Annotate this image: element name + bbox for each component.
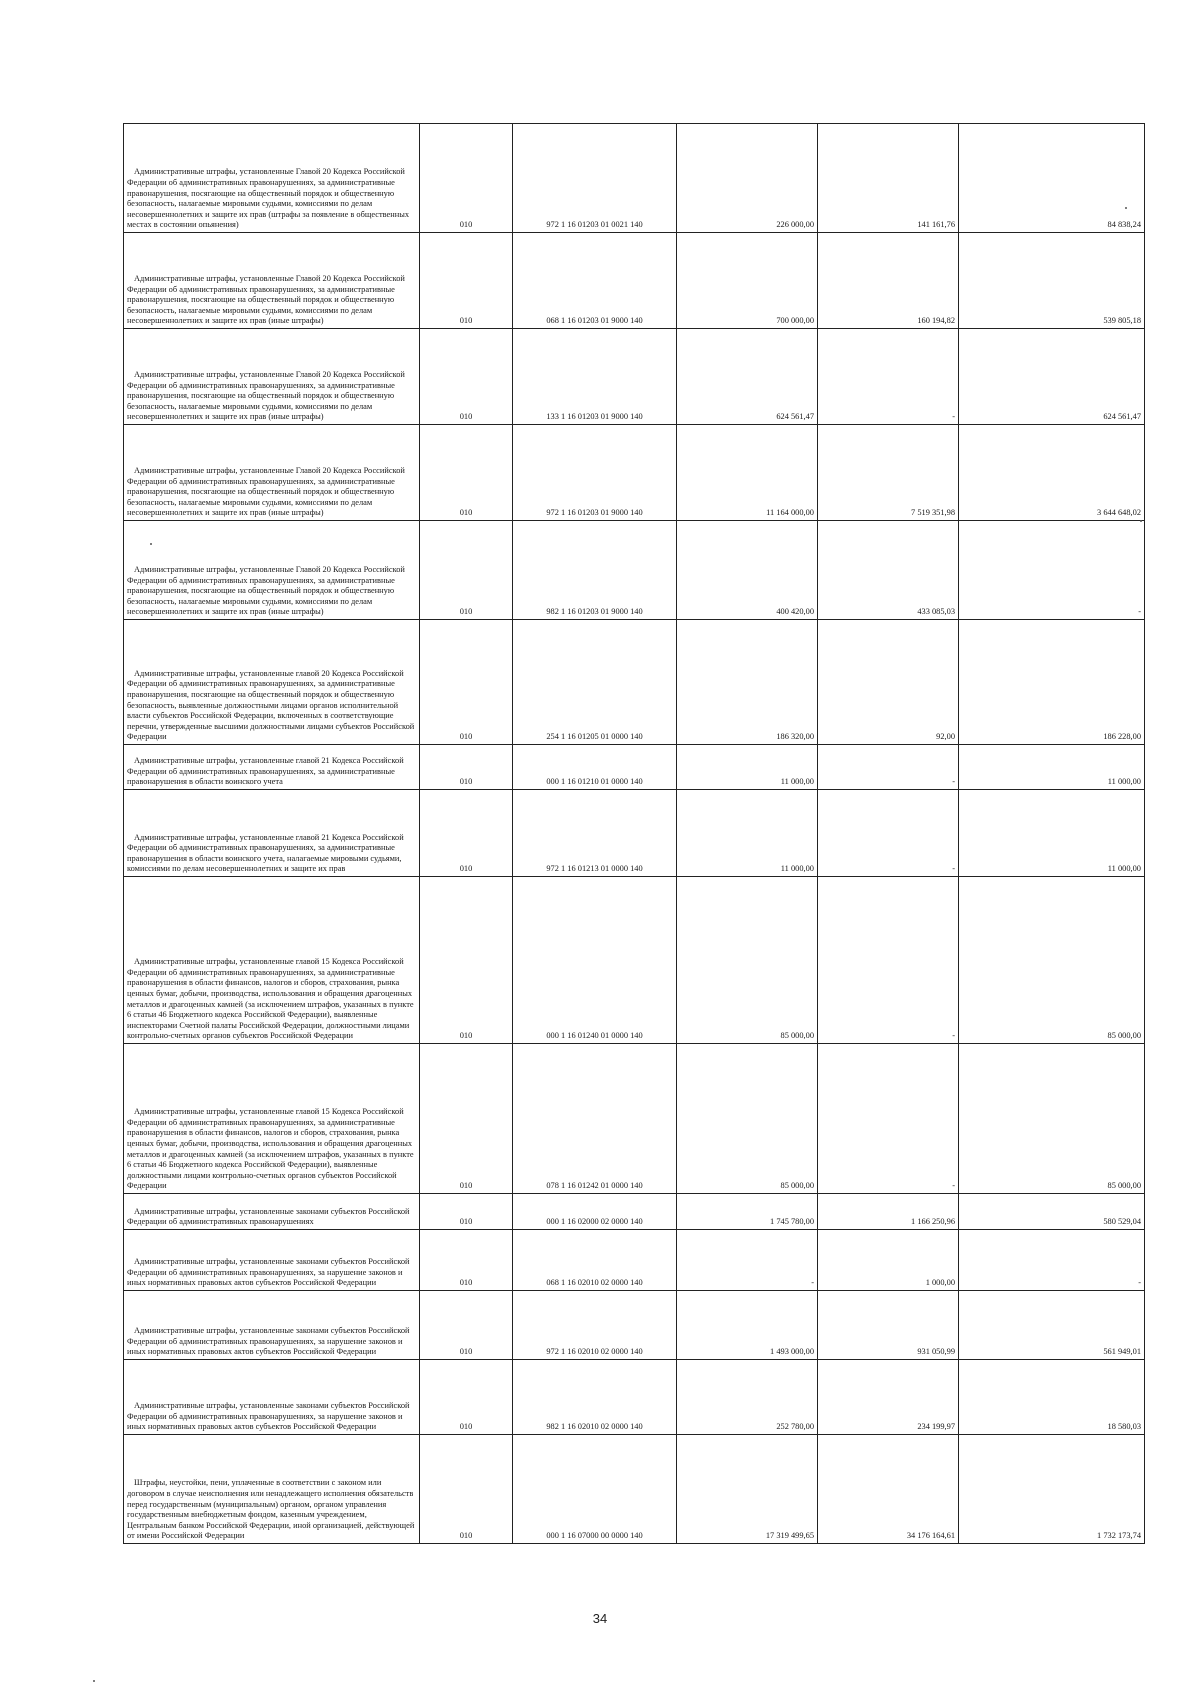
row-description: Административные штрафы, установленные Главой 20 Кодекса Российской Федерации об административных правонарушениях, за административные правонарушения, посягающие на общественный порядок и общественную безопасность, налагаемые мировыми судьями, комиссиями по делам несовершеннолетних и защите их прав (иные штрафы) bbox=[124, 233, 420, 329]
row-executed-amount: 7 519 351,98 bbox=[818, 425, 959, 521]
row-description: Административные штрафы, установленные Главой 20 Кодекса Российской Федерации об административных правонарушениях, за административные правонарушения, посягающие на общественный порядок и общественную безопасность, налагаемые мировыми судьями, комиссиями по делам несовершеннолетних и защите их прав (иные штрафы) bbox=[124, 425, 420, 521]
row-approved-amount: 85 000,00 bbox=[677, 1044, 818, 1194]
table-body bbox=[124, 124, 1145, 1544]
row-budget-code: 972 1 16 01203 01 9000 140 bbox=[513, 425, 677, 521]
row-description: Административные штрафы, установленные законами субъектов Российской Федерации об административных правонарушениях, за нарушение законов и иных нормативных правовых актов субъектов Российской Федерации bbox=[124, 1291, 420, 1360]
scan-speck bbox=[1125, 207, 1127, 209]
row-budget-code: 068 1 16 02010 02 0000 140 bbox=[513, 1230, 677, 1291]
row-budget-code: 972 1 16 01213 01 0000 140 bbox=[513, 790, 677, 877]
scan-speck bbox=[150, 543, 152, 545]
row-line-code: 010 bbox=[420, 124, 513, 233]
table-row bbox=[124, 1044, 1145, 1194]
row-executed-amount: 34 176 164,61 bbox=[818, 1435, 959, 1544]
row-description: Административные штрафы, установленные Главой 20 Кодекса Российской Федерации об административных правонарушениях, за административные правонарушения, посягающие на общественный порядок и общественную безопасность, налагаемые мировыми судьями, комиссиями по делам несовершеннолетних и защите их прав (иные штрафы) bbox=[124, 329, 420, 425]
row-executed-amount: 160 194,82 bbox=[818, 233, 959, 329]
row-line-code: 010 bbox=[420, 745, 513, 790]
row-budget-code: 000 1 16 07000 00 0000 140 bbox=[513, 1435, 677, 1544]
row-approved-amount: 11 164 000,00 bbox=[677, 425, 818, 521]
row-description: Административные штрафы, установленные главой 20 Кодекса Российской Федерации об административных правонарушениях, за административные правонарушения, посягающие на общественный порядок и общественную безопасность, выявленные должностными лицами органов исполнительной власти субъектов Российской Федерации, включенных в соответствующие перечни, утвержденные высшими должностными лицами субъектов Российской Федерации bbox=[124, 620, 420, 745]
row-approved-amount: 11 000,00 bbox=[677, 790, 818, 877]
row-budget-code: 000 1 16 01240 01 0000 140 bbox=[513, 877, 677, 1044]
row-line-code: 010 bbox=[420, 1044, 513, 1194]
row-approved-amount: 624 561,47 bbox=[677, 329, 818, 425]
row-unexecuted-amount: 624 561,47 bbox=[959, 329, 1145, 425]
row-unexecuted-amount: 18 580,03 bbox=[959, 1360, 1145, 1435]
row-executed-amount: 141 161,76 bbox=[818, 124, 959, 233]
row-approved-amount: - bbox=[677, 1230, 818, 1291]
row-budget-code: 972 1 16 01203 01 0021 140 bbox=[513, 124, 677, 233]
row-approved-amount: 11 000,00 bbox=[677, 745, 818, 790]
row-budget-code: 078 1 16 01242 01 0000 140 bbox=[513, 1044, 677, 1194]
row-executed-amount: 92,00 bbox=[818, 620, 959, 745]
table-row bbox=[124, 521, 1145, 620]
row-executed-amount: - bbox=[818, 790, 959, 877]
table-row bbox=[124, 233, 1145, 329]
row-description: Административные штрафы, установленные главой 15 Кодекса Российской Федерации об административных правонарушениях, за административные правонарушения в области финансов, налогов и сборов, страхования, рынка ценных бумаг, добычи, производства, использования и обращения драгоценных металлов и драгоценных камней (за исключением штрафов, указанных в пункте 6 статьи 46 Бюджетного кодекса Российской Федерации), выявленные инспекторами Счетной палаты Российской Федерации, должностными лицами контрольно-счетных органов субъектов Российской Федерации bbox=[124, 877, 420, 1044]
row-executed-amount: - bbox=[818, 329, 959, 425]
row-unexecuted-amount: - bbox=[959, 521, 1145, 620]
row-unexecuted-amount: 1 732 173,74 bbox=[959, 1435, 1145, 1544]
row-unexecuted-amount: 3 644 648,02 bbox=[959, 425, 1145, 521]
row-unexecuted-amount: 11 000,00 bbox=[959, 745, 1145, 790]
table-row bbox=[124, 124, 1145, 233]
row-description: Административные штрафы, установленные Главой 20 Кодекса Российской Федерации об административных правонарушениях, за административные правонарушения, посягающие на общественный порядок и общественную безопасность, налагаемые мировыми судьями, комиссиями по делам несовершеннолетних и защите их прав (иные штрафы) bbox=[124, 521, 420, 620]
table-row bbox=[124, 790, 1145, 877]
row-budget-code: 000 1 16 01210 01 0000 140 bbox=[513, 745, 677, 790]
table-row bbox=[124, 745, 1145, 790]
row-approved-amount: 400 420,00 bbox=[677, 521, 818, 620]
table-row bbox=[124, 329, 1145, 425]
row-budget-code: 982 1 16 02010 02 0000 140 bbox=[513, 1360, 677, 1435]
row-executed-amount: 931 050,99 bbox=[818, 1291, 959, 1360]
row-description: Административные штрафы, установленные законами субъектов Российской Федерации об административных правонарушениях bbox=[124, 1194, 420, 1230]
row-unexecuted-amount: 539 805,18 bbox=[959, 233, 1145, 329]
row-approved-amount: 226 000,00 bbox=[677, 124, 818, 233]
row-line-code: 010 bbox=[420, 620, 513, 745]
row-executed-amount: 234 199,97 bbox=[818, 1360, 959, 1435]
row-description: Административные штрафы, установленные главой 21 Кодекса Российской Федерации об административных правонарушениях, за административные правонарушения в области воинского учета, налагаемые мировыми судьями, комиссиями по делам несовершеннолетних и защите их прав bbox=[124, 790, 420, 877]
row-executed-amount: 1 000,00 bbox=[818, 1230, 959, 1291]
row-executed-amount: 1 166 250,96 bbox=[818, 1194, 959, 1230]
table-row bbox=[124, 425, 1145, 521]
row-line-code: 010 bbox=[420, 1435, 513, 1544]
row-executed-amount: - bbox=[818, 877, 959, 1044]
row-budget-code: 982 1 16 01203 01 9000 140 bbox=[513, 521, 677, 620]
row-description: Административные штрафы, установленные законами субъектов Российской Федерации об административных правонарушениях, за нарушение законов и иных нормативных правовых актов субъектов Российской Федерации bbox=[124, 1360, 420, 1435]
row-approved-amount: 85 000,00 bbox=[677, 877, 818, 1044]
row-unexecuted-amount: 11 000,00 bbox=[959, 790, 1145, 877]
row-line-code: 010 bbox=[420, 1291, 513, 1360]
row-unexecuted-amount: 84 838,24 bbox=[959, 124, 1145, 233]
row-line-code: 010 bbox=[420, 233, 513, 329]
table-row bbox=[124, 1194, 1145, 1230]
row-approved-amount: 700 000,00 bbox=[677, 233, 818, 329]
row-executed-amount: - bbox=[818, 745, 959, 790]
row-approved-amount: 252 780,00 bbox=[677, 1360, 818, 1435]
row-unexecuted-amount: 186 228,00 bbox=[959, 620, 1145, 745]
row-line-code: 010 bbox=[420, 877, 513, 1044]
row-approved-amount: 1 493 000,00 bbox=[677, 1291, 818, 1360]
table-row bbox=[124, 620, 1145, 745]
row-line-code: 010 bbox=[420, 1194, 513, 1230]
row-line-code: 010 bbox=[420, 790, 513, 877]
table-row bbox=[124, 877, 1145, 1044]
scan-speck bbox=[93, 1680, 95, 1682]
row-unexecuted-amount: 580 529,04 bbox=[959, 1194, 1145, 1230]
scan-speck bbox=[1140, 520, 1142, 522]
table-row bbox=[124, 1435, 1145, 1544]
row-description: Штрафы, неустойки, пени, уплаченные в соответствии с законом или договором в случае неисполнения или ненадлежащего исполнения обязательств перед государственным (муниципальным) органом, органом управления государственным внебюджетным фондом, казенным учреждением, Центральным банком Российской Федерации, иной организацией, действующей от имени Российской Федерации bbox=[124, 1435, 420, 1544]
row-budget-code: 254 1 16 01205 01 0000 140 bbox=[513, 620, 677, 745]
row-approved-amount: 17 319 499,65 bbox=[677, 1435, 818, 1544]
row-budget-code: 133 1 16 01203 01 9000 140 bbox=[513, 329, 677, 425]
row-approved-amount: 1 745 780,00 bbox=[677, 1194, 818, 1230]
row-line-code: 010 bbox=[420, 1230, 513, 1291]
row-line-code: 010 bbox=[420, 425, 513, 521]
page-number: 34 bbox=[592, 1611, 608, 1626]
table-row bbox=[124, 1291, 1145, 1360]
row-description: Административные штрафы, установленные главой 15 Кодекса Российской Федерации об административных правонарушениях, за административные правонарушения в области финансов, налогов и сборов, страхования, рынка ценных бумаг, добычи, производства, использования и обращения драгоценных металлов и драгоценных камней (за исключением штрафов, указанных в пункте 6 статьи 46 Бюджетного кодекса Российской Федерации), выявленные должностными лицами контрольно-счетных органов субъектов Российской Федерации bbox=[124, 1044, 420, 1194]
row-budget-code: 068 1 16 01203 01 9000 140 bbox=[513, 233, 677, 329]
row-description: Административные штрафы, установленные Главой 20 Кодекса Российской Федерации об административных правонарушениях, за административные правонарушения, посягающие на общественный порядок и общественную безопасность, налагаемые мировыми судьями, комиссиями по делам несовершеннолетних и защите их прав (штрафы за появление в общественных местах в состоянии опьянения) bbox=[124, 124, 420, 233]
row-budget-code: 000 1 16 02000 02 0000 140 bbox=[513, 1194, 677, 1230]
row-unexecuted-amount: - bbox=[959, 1230, 1145, 1291]
table-row bbox=[124, 1230, 1145, 1291]
table-row bbox=[124, 1360, 1145, 1435]
row-executed-amount: 433 085,03 bbox=[818, 521, 959, 620]
row-unexecuted-amount: 561 949,01 bbox=[959, 1291, 1145, 1360]
row-budget-code: 972 1 16 02010 02 0000 140 bbox=[513, 1291, 677, 1360]
row-description: Административные штрафы, установленные главой 21 Кодекса Российской Федерации об административных правонарушениях, за административные правонарушения в области воинского учета bbox=[124, 745, 420, 790]
row-approved-amount: 186 320,00 bbox=[677, 620, 818, 745]
row-unexecuted-amount: 85 000,00 bbox=[959, 877, 1145, 1044]
row-line-code: 010 bbox=[420, 329, 513, 425]
row-description: Административные штрафы, установленные законами субъектов Российской Федерации об административных правонарушениях, за нарушение законов и иных нормативных правовых актов субъектов Российской Федерации bbox=[124, 1230, 420, 1291]
row-line-code: 010 bbox=[420, 521, 513, 620]
row-line-code: 010 bbox=[420, 1360, 513, 1435]
row-unexecuted-amount: 85 000,00 bbox=[959, 1044, 1145, 1194]
revenue-table bbox=[123, 123, 1145, 1544]
row-executed-amount: - bbox=[818, 1044, 959, 1194]
